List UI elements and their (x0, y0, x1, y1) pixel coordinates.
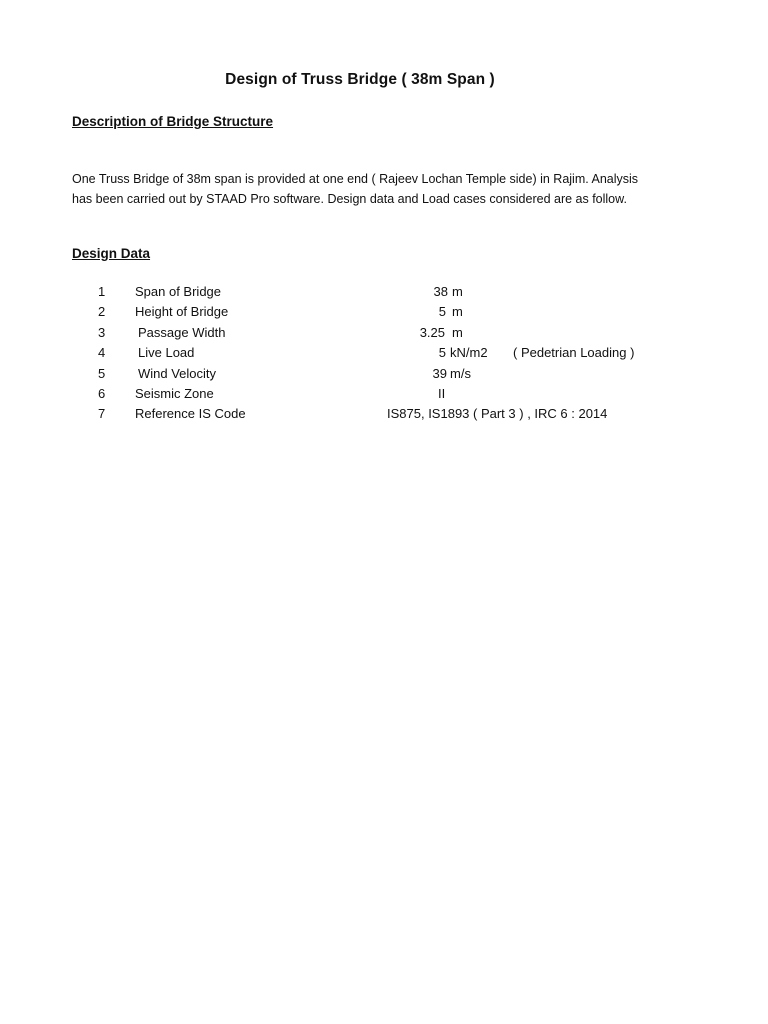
row-number: 1 (98, 284, 106, 299)
design-data-row (0, 325, 768, 345)
row-unit: m (452, 284, 463, 299)
design-data-heading: Design Data (72, 246, 151, 261)
document-title: Design of Truss Bridge ( 38m Span ) (225, 71, 495, 88)
row-label: Passage Width (138, 325, 226, 340)
design-data-row (0, 345, 768, 365)
row-label: Span of Bridge (135, 284, 222, 299)
row-unit: m/s (450, 366, 471, 381)
description-line: has been carried out by STAAD Pro software. Design data and Load cases considered are as follow. (72, 192, 627, 206)
description-line: One Truss Bridge of 38m span is provided at one end ( Rajeev Lochan Temple side) in Rajim. Analysis (72, 172, 639, 186)
row-value: II (438, 386, 446, 401)
design-data-row (0, 386, 768, 406)
row-label: Live Load (138, 345, 195, 360)
row-label: Seismic Zone (135, 386, 214, 401)
row-value: IS875, IS1893 ( Part 3 ) , IRC 6 : 2014 (387, 406, 608, 421)
row-label: Wind Velocity (138, 366, 217, 381)
row-unit: m (452, 304, 463, 319)
row-unit: m (452, 325, 463, 340)
row-number: 2 (98, 304, 106, 319)
row-number: 5 (98, 366, 106, 381)
row-label: Height of Bridge (135, 304, 229, 319)
design-data-row (0, 304, 768, 324)
row-note: ( Pedetrian Loading ) (513, 345, 635, 360)
row-value: 38 (433, 284, 448, 299)
description-paragraph (72, 169, 672, 209)
row-number: 7 (98, 406, 106, 421)
design-data-row (0, 284, 768, 304)
row-number: 4 (98, 345, 106, 360)
design-data-row (0, 406, 768, 426)
row-value: 5 (438, 304, 446, 319)
row-unit: kN/m2 (450, 345, 488, 360)
row-number: 3 (98, 325, 106, 340)
row-value: 39 (432, 366, 447, 381)
row-value: 3.25 (419, 325, 445, 340)
row-value: 5 (438, 345, 446, 360)
design-data-row (0, 366, 768, 386)
row-number: 6 (98, 386, 106, 401)
description-heading: Description of Bridge Structure (72, 114, 274, 129)
row-label: Reference IS Code (135, 406, 246, 421)
